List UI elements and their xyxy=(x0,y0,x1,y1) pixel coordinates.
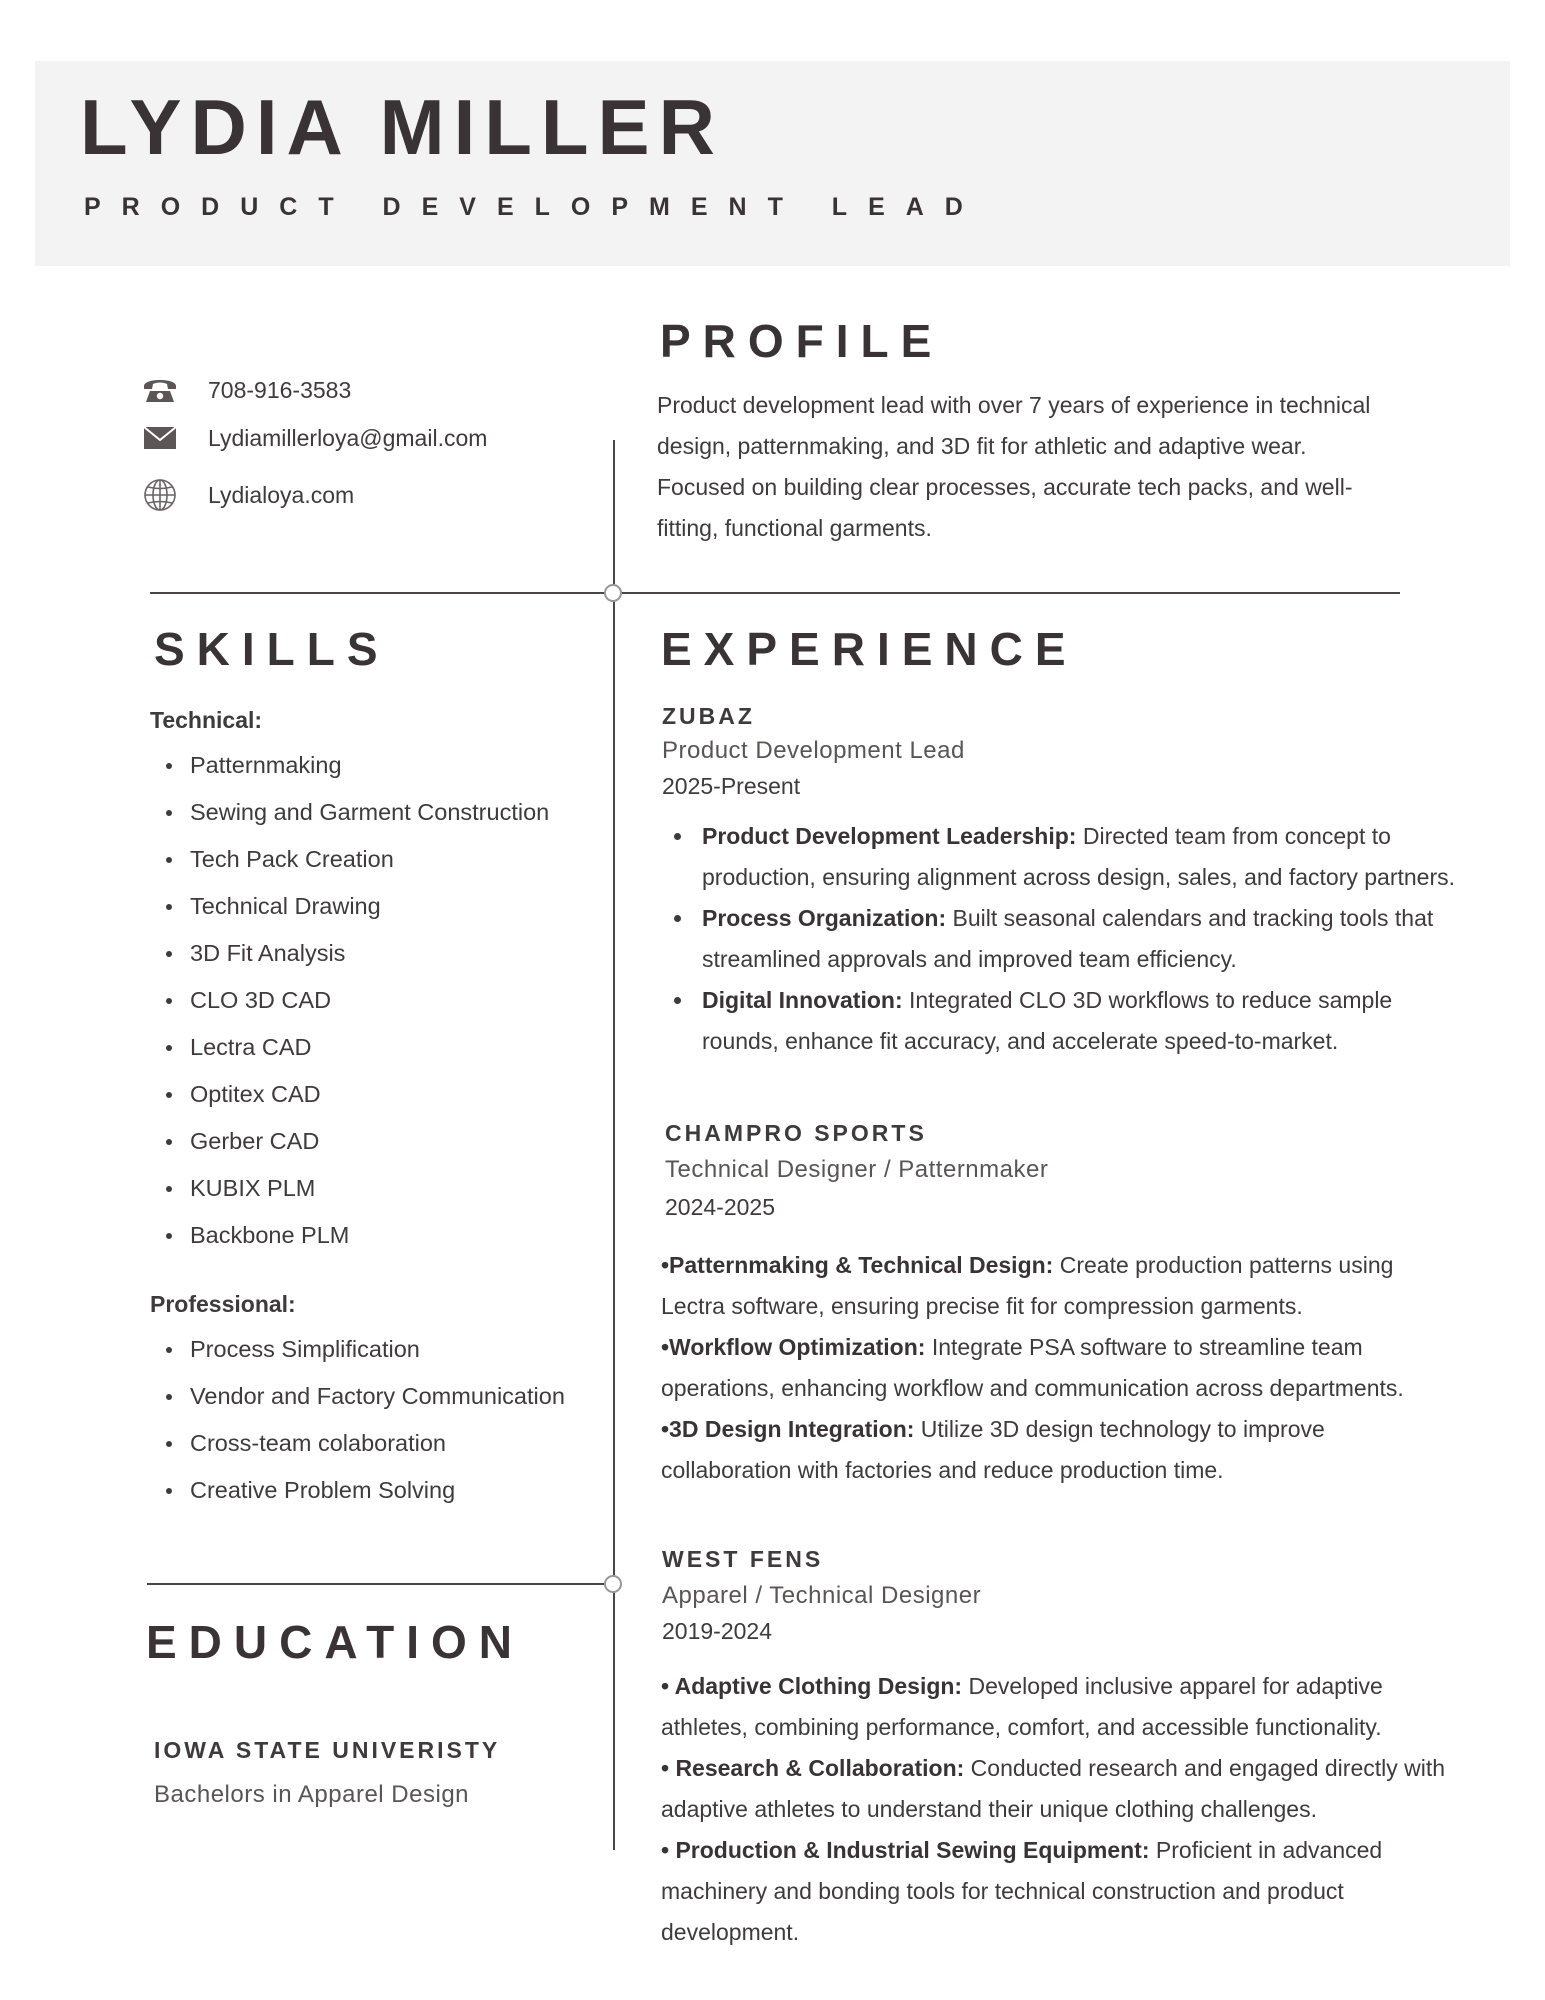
job-bullet xyxy=(661,1245,1501,1327)
bullet-text: Lectra software, ensuring precise fit for compression garments. xyxy=(661,1293,1303,1319)
bullet-text: Integrate PSA software to streamline team xyxy=(925,1334,1363,1360)
technical-skills-list xyxy=(148,742,549,1259)
professional-skills-list xyxy=(148,1326,565,1514)
job-title: Apparel / Technical Designer xyxy=(662,1582,982,1609)
job-bullet xyxy=(661,1666,1501,1748)
job-bullet xyxy=(662,816,1482,898)
skill-item: Patternmaking xyxy=(148,742,549,789)
job-dates: 2019-2024 xyxy=(662,1618,772,1644)
bullet-text: Proficient in advanced xyxy=(1149,1837,1383,1863)
job-bullet xyxy=(662,980,1482,1062)
skill-item: Lectra CAD xyxy=(148,1024,549,1071)
candidate-name: LYDIA MILLER xyxy=(80,83,724,171)
skill-item: 3D Fit Analysis xyxy=(148,930,549,977)
bullet-label: •Patternmaking & Technical Design: xyxy=(661,1252,1054,1278)
bullet-text: Conducted research and engaged directly with xyxy=(964,1755,1446,1781)
skill-item: Technical Drawing xyxy=(148,883,549,930)
skill-item: Cross-team colaboration xyxy=(148,1420,565,1467)
profile-text xyxy=(657,385,1417,549)
bullet-text: development. xyxy=(661,1919,800,1945)
bullet-text: Create production patterns using xyxy=(1053,1252,1394,1278)
company-name: WEST FENS xyxy=(662,1546,824,1572)
bullet-text: collaboration with factories and reduce production time. xyxy=(661,1457,1224,1483)
technical-skills-label: Technical: xyxy=(150,707,263,733)
skill-item: Vendor and Factory Communication xyxy=(148,1373,565,1420)
bullet-label: •Workflow Optimization: xyxy=(661,1334,926,1360)
profile-line: fitting, functional garments. xyxy=(657,515,932,541)
professional-skills-label: Professional: xyxy=(150,1291,296,1317)
bullet-text: Utilize 3D design technology to improve xyxy=(914,1416,1325,1442)
bullet-label: Digital Innovation: xyxy=(702,987,903,1013)
phone-icon xyxy=(140,372,180,408)
profile-heading: PROFILE xyxy=(660,315,944,367)
bullet-text: production, ensuring alignment across design, sales, and factory partners. xyxy=(702,864,1456,890)
skill-item: Gerber CAD xyxy=(148,1118,549,1165)
skill-item: Process Simplification xyxy=(148,1326,565,1373)
bullet-text: adaptive athletes to understand their unique clothing challenges. xyxy=(661,1796,1317,1822)
school-name: IOWA STATE UNIVERISTY xyxy=(154,1737,501,1763)
company-name: CHAMPRO SPORTS xyxy=(665,1120,927,1146)
bullet-label: • Research & Collaboration: xyxy=(661,1755,965,1781)
job-bullets xyxy=(661,1245,1501,1491)
bullet-text: Integrated CLO 3D workflows to reduce sample xyxy=(902,987,1393,1013)
bullet-text: Built seasonal calendars and tracking tools that xyxy=(946,905,1434,931)
globe-icon xyxy=(140,477,180,513)
job-bullet xyxy=(662,898,1482,980)
skill-item: CLO 3D CAD xyxy=(148,977,549,1024)
phone-text: 708-916-3583 xyxy=(208,376,352,403)
skill-item: Optitex CAD xyxy=(148,1071,549,1118)
skills-heading: SKILLS xyxy=(154,623,390,675)
contact-phone xyxy=(140,372,351,408)
timeline-node xyxy=(604,584,622,602)
job-bullet xyxy=(661,1748,1501,1830)
job-bullets xyxy=(661,1666,1501,1953)
job-dates: 2024-2025 xyxy=(665,1194,775,1220)
bullet-text: streamlined approvals and improved team efficiency. xyxy=(702,946,1237,972)
timeline-vertical-line xyxy=(613,440,615,1850)
job-title: Technical Designer / Patternmaker xyxy=(665,1156,1049,1183)
bullet-label: •3D Design Integration: xyxy=(661,1416,915,1442)
profile-line: Focused on building clear processes, accurate tech packs, and well- xyxy=(657,474,1353,500)
skill-item: Tech Pack Creation xyxy=(148,836,549,883)
bullet-label: Product Development Leadership: xyxy=(702,823,1077,849)
job-title: Product Development Lead xyxy=(662,737,965,764)
profile-line: Product development lead with over 7 years of experience in technical xyxy=(657,392,1371,418)
degree: Bachelors in Apparel Design xyxy=(154,1781,470,1808)
company-name: ZUBAZ xyxy=(662,703,755,729)
candidate-role: PRODUCT DEVELOPMENT LEAD xyxy=(84,193,984,221)
bullet-label: • Production & Industrial Sewing Equipment: xyxy=(661,1837,1150,1863)
job-bullet xyxy=(661,1327,1501,1409)
contact-email xyxy=(140,420,487,456)
experience-heading: EXPERIENCE xyxy=(661,623,1078,675)
education-heading: EDUCATION xyxy=(146,1616,525,1668)
bullet-text: Directed team from concept to xyxy=(1076,823,1391,849)
bullet-label: Process Organization: xyxy=(702,905,947,931)
timeline-node xyxy=(604,1575,622,1593)
bullet-text: operations, enhancing workflow and communication across departments. xyxy=(661,1375,1404,1401)
skill-item: KUBIX PLM xyxy=(148,1165,549,1212)
job-dates: 2025-Present xyxy=(662,773,801,799)
skill-item: Backbone PLM xyxy=(148,1212,549,1259)
divider-line-education xyxy=(147,1583,614,1585)
divider-line-top xyxy=(150,592,1400,594)
contact-website xyxy=(140,477,354,513)
bullet-label: • Adaptive Clothing Design: xyxy=(661,1673,963,1699)
profile-line: design, patternmaking, and 3D fit for athletic and adaptive wear. xyxy=(657,433,1307,459)
bullet-text: Developed inclusive apparel for adaptive xyxy=(962,1673,1383,1699)
job-bullet xyxy=(661,1830,1501,1953)
job-bullets xyxy=(662,816,1482,1062)
website-text: Lydialoya.com xyxy=(208,481,355,508)
mail-icon xyxy=(140,420,180,456)
bullet-text: athletes, combining performance, comfort, and accessible functionality. xyxy=(661,1714,1382,1740)
job-bullet xyxy=(661,1409,1501,1491)
bullet-text: rounds, enhance fit accuracy, and accelerate speed-to-market. xyxy=(702,1028,1339,1054)
skill-item: Creative Problem Solving xyxy=(148,1467,565,1514)
email-text: Lydiamillerloya@gmail.com xyxy=(208,424,488,451)
bullet-text: machinery and bonding tools for technical construction and product xyxy=(661,1878,1344,1904)
skill-item: Sewing and Garment Construction xyxy=(148,789,549,836)
